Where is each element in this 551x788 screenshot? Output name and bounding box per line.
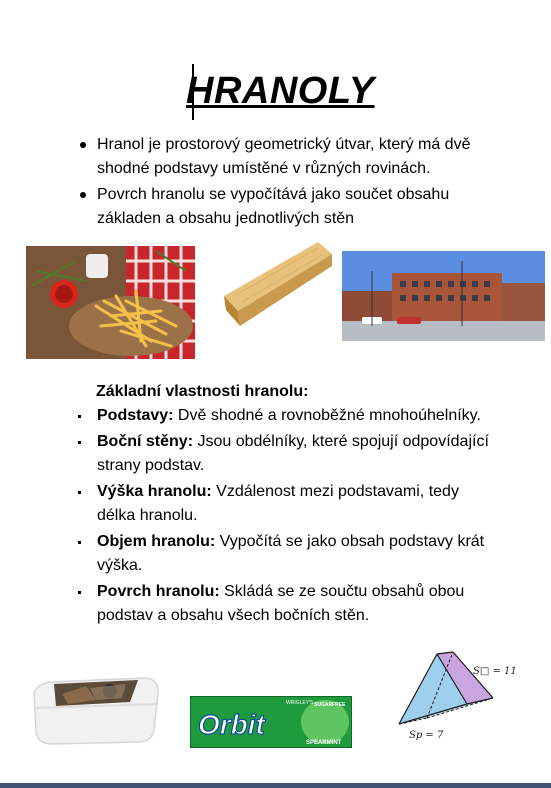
building-photo — [342, 251, 545, 341]
bullet-square-icon — [78, 591, 81, 594]
fries-photo — [26, 246, 195, 359]
orbit-gum-photo — [190, 696, 352, 748]
bullet-dot-icon — [80, 142, 86, 148]
prism-base-label: Sp = 7 — [409, 730, 444, 741]
lunchbox-photo — [26, 664, 164, 748]
property-item: Povrch hranolu: Skládá se ze součtu obsahů obou podstav a obsahu všech bočních stěn. — [78, 580, 498, 628]
property-item: Boční stěny: Jsou obdélníky, které spojují odpovídající strany podstav. — [78, 430, 498, 478]
wooden-beam-photo — [214, 236, 334, 336]
bullet-square-icon — [78, 415, 81, 418]
bullet-square-icon — [78, 441, 81, 444]
intro-bullet: Hranol je prostorový geometrický útvar, který má dvě shodné podstavy umístěné v různých rovinách. — [80, 133, 510, 181]
gum-brand: Orbit — [198, 709, 265, 740]
prism-diagram — [391, 646, 521, 746]
bullet-square-icon — [78, 541, 81, 544]
gum-maker: WRIGLEY'S — [286, 700, 314, 706]
intro-list — [80, 133, 510, 233]
property-item: Objem hranolu: Vypočítá se jako obsah podstavy krát výška. — [78, 530, 498, 578]
page-bottom-border — [0, 783, 551, 788]
gum-sugarfree: SUGARFREE — [314, 702, 346, 708]
property-item: Podstavy: Dvě shodné a rovnoběžné mnohoúhelníky. — [78, 404, 498, 428]
bullet-dot-icon — [80, 192, 86, 198]
property-item: Výška hranolu: Vzdálenost mezi podstavami, tedy délka hranolu. — [78, 480, 498, 528]
prism-side-label: S□ = 11 — [473, 666, 517, 677]
bullet-square-icon — [78, 491, 81, 494]
page-title: HRANOLY — [186, 70, 375, 112]
gum-flavor: SPEARMINT — [306, 740, 342, 746]
properties-heading: Základní vlastnosti hranolu: — [96, 383, 309, 400]
intro-bullet: Povrch hranolu se vypočítává jako součet obsahu základen a obsahu jednotlivých stěn — [80, 183, 510, 231]
properties-list — [78, 404, 498, 630]
